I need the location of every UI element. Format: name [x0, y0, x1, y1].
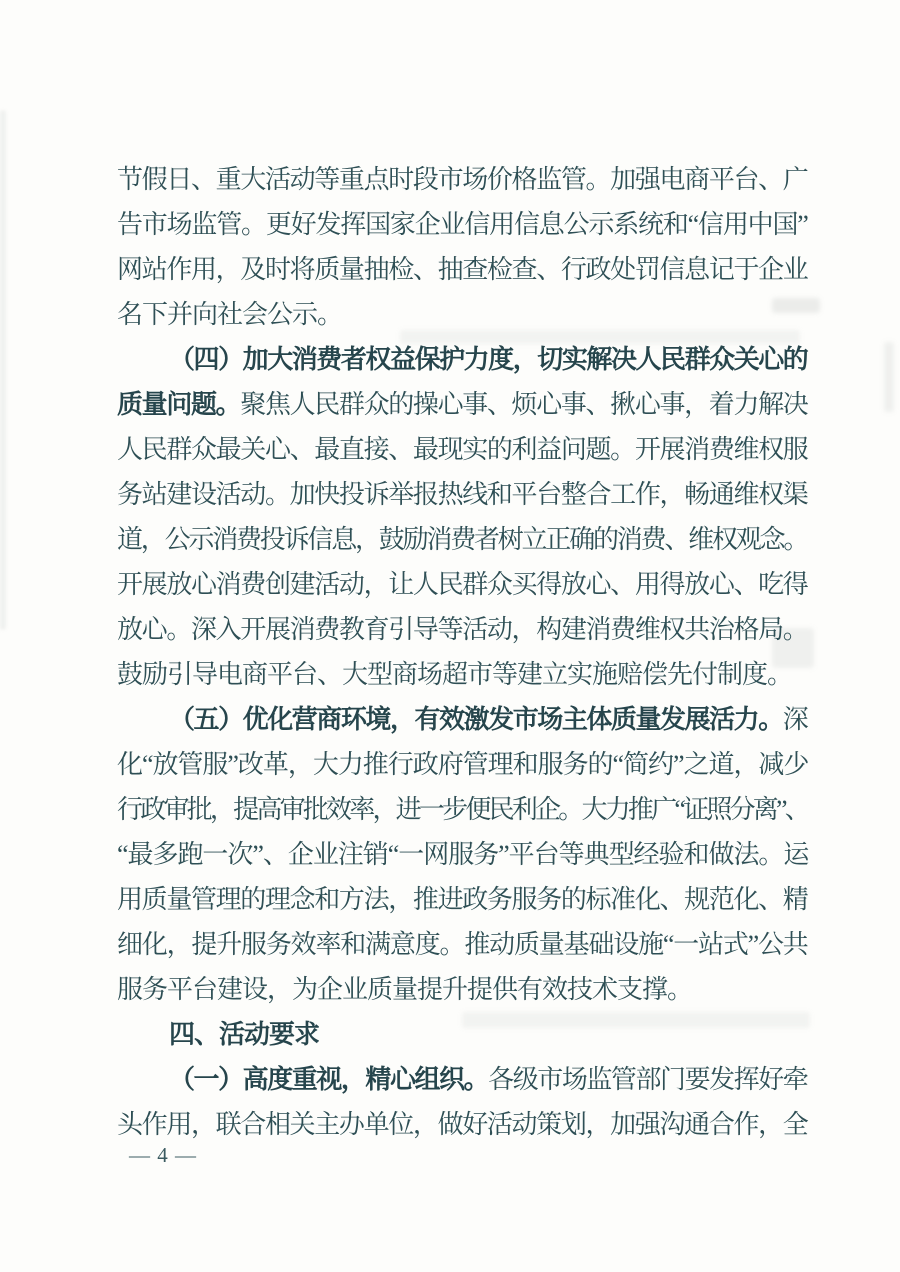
text-line: 道，公示消费投诉信息，鼓励消费者树立正确的消费、维权观念。 [117, 525, 807, 554]
text-line: 务站建设活动。加快投诉举报热线和平台整合工作，畅通维权渠 [117, 480, 807, 509]
text-line: 节假日、重大活动等重点时段市场价格监管。加强电商平台、广 [117, 165, 807, 194]
text-line: 名下并向社会公示。 [117, 300, 343, 329]
text-line: 告市场监管。更好发挥国家企业信用信息公示系统和“信用中国” [117, 210, 807, 239]
scan-artifact [0, 110, 6, 630]
text-line: 开展放心消费创建活动，让人民群众买得放心、用得放心、吃得 [117, 570, 807, 599]
text-line: 细化，提升服务效率和满意度。推动质量基础设施“一站式”公共 [117, 930, 807, 959]
text-line section-heading-4: （四）加大消费者权益保护力度，切实解决人民群众关心的 [169, 345, 807, 374]
text-line section-heading-1: （一）高度重视，精心组织。各级市场监管部门要发挥好牵 [169, 1065, 807, 1094]
text-line: 服务平台建设，为企业质量提升提供有效技术支撑。 [117, 975, 693, 1004]
scan-artifact [884, 342, 894, 412]
text-line section-heading-5: （五）优化营商环境，有效激发市场主体质量发展活力。深 [169, 705, 807, 734]
text-line: 放心。深入开展消费教育引导等活动，构建消费维权共治格局。 [117, 615, 807, 644]
text-line: 行政审批，提高审批效率，进一步便民利企。大力推广“证照分离”、 [117, 795, 807, 824]
text-line: 网站作用，及时将质量抽检、抽查检查、行政处罚信息记于企业 [117, 255, 807, 284]
text-line: 头作用，联合相关主办单位，做好活动策划，加强沟通合作，全 [117, 1110, 807, 1139]
text-line chapter-heading: 四、活动要求 [169, 1020, 320, 1049]
page-number: — 4 — [129, 1143, 197, 1167]
text-line: 用质量管理的理念和方法，推进政务服务的标准化、规范化、精 [117, 885, 807, 914]
text-line: 化“放管服”改革，大力推行政府管理和服务的“简约”之道，减少 [117, 750, 807, 779]
document-body [117, 157, 807, 1147]
text-line: 人民群众最关心、最直接、最现实的利益问题。开展消费维权服 [117, 435, 807, 464]
text-line: 鼓励引导电商平台、大型商场超市等建立实施赔偿先付制度。 [117, 660, 793, 689]
text-line: “最多跑一次”、企业注销“一网服务”平台等典型经验和做法。运 [117, 840, 807, 869]
text-line: 质量问题。聚焦人民群众的操心事、烦心事、揪心事，着力解决 [117, 390, 807, 419]
